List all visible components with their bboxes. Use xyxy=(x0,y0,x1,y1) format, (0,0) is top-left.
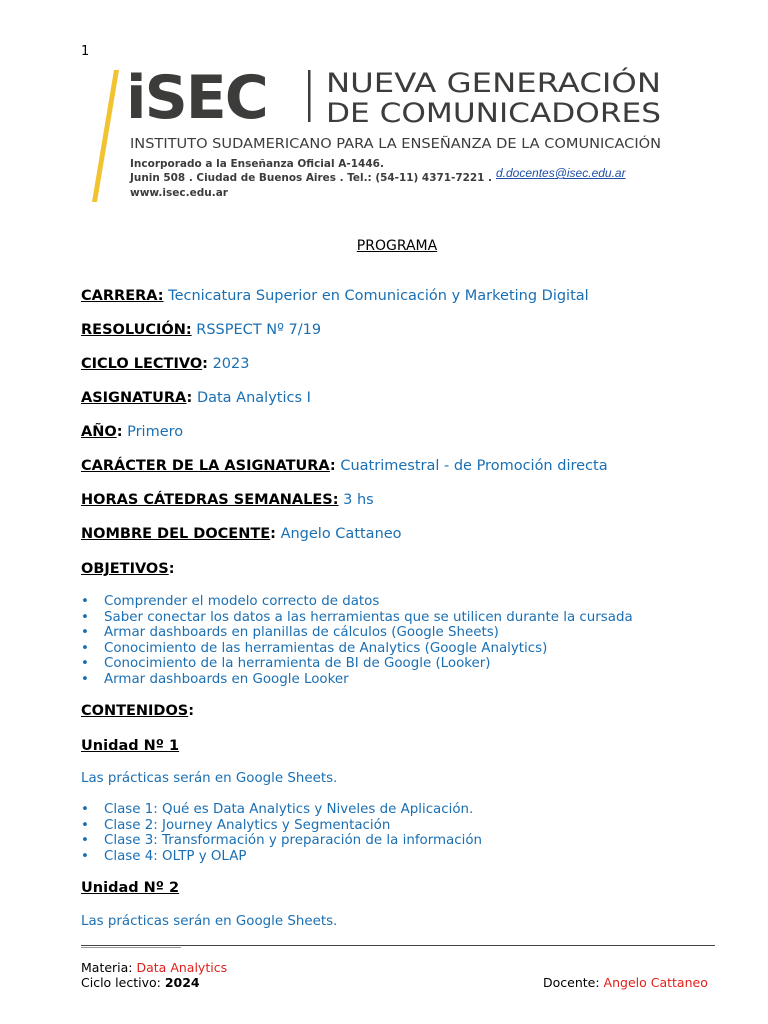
list-item: • Armar dashboards en planillas de cálculos (Google Sheets) xyxy=(81,625,633,641)
logo-mark: iSEC xyxy=(126,64,267,133)
header-line-3: www.isec.edu.ar xyxy=(130,187,228,199)
field-docente xyxy=(81,526,402,542)
footer-value: Data Analytics xyxy=(136,960,228,975)
section-colon: : xyxy=(168,561,175,577)
footer-value: Angelo Cattaneo xyxy=(603,975,708,990)
field-horas xyxy=(81,492,374,508)
list-item: • Clase 2: Journey Analytics y Segmentación xyxy=(81,818,482,834)
footer-docente xyxy=(543,975,708,990)
field-value: RSSPECT Nº 7/19 xyxy=(196,322,322,338)
isec-logo xyxy=(88,64,668,206)
footer-materia xyxy=(81,960,227,975)
unidad-title: Unidad Nº 1 xyxy=(81,738,180,754)
list-item: • Clase 4: OLTP y OLAP xyxy=(81,849,482,865)
field-ciclo xyxy=(81,356,249,372)
field-colon: : xyxy=(329,458,336,474)
field-value: Tecnicatura Superior en Comunicación y Marketing Digital xyxy=(168,288,589,304)
footer-value: 2024 xyxy=(164,975,200,990)
page-number: 1 xyxy=(81,44,90,59)
field-label: RESOLUCIÓN: xyxy=(81,322,192,338)
list-item: • Comprender el modelo correcto de datos xyxy=(81,594,633,610)
unidad-1-list xyxy=(81,802,482,864)
footer-label: Docente: xyxy=(543,975,604,990)
footer-label: Ciclo lectivo: xyxy=(81,975,165,990)
field-colon: : xyxy=(202,356,208,372)
logo-divider xyxy=(308,70,311,122)
field-value: Angelo Cattaneo xyxy=(280,526,402,542)
header-line-1: Incorporado a la Enseñanza Oficial A-1446. xyxy=(130,158,384,170)
logo-accent-stroke xyxy=(92,70,119,202)
document-title: PROGRAMA xyxy=(356,238,438,254)
field-label: NOMBRE DEL DOCENTE xyxy=(81,526,271,542)
field-colon: : xyxy=(270,526,276,542)
field-label: CARÁCTER DE LA ASIGNATURA xyxy=(81,458,330,474)
header-line-2: Junin 508 . Ciudad de Buenos Aires . Tel.: (54-11) 4371-7221 . xyxy=(129,172,492,184)
field-value: 3 hs xyxy=(343,492,374,508)
logo-tagline-2: DE COMUNICADORES xyxy=(326,98,661,129)
list-item: • Clase 3: Transformación y preparación de la información xyxy=(81,833,482,849)
field-value: Cuatrimestral - de Promoción directa xyxy=(340,458,608,474)
section-contenidos-heading xyxy=(81,703,194,719)
field-asignatura xyxy=(81,390,311,406)
list-item: • Conocimiento de la herramienta de BI de Google (Looker) xyxy=(81,656,633,672)
field-anio xyxy=(81,424,183,440)
unidad-2-note: Las prácticas serán en Google Sheets. xyxy=(81,914,338,929)
field-caracter xyxy=(81,458,608,474)
email-link[interactable]: d.docentes@isec.edu.ar xyxy=(496,166,626,180)
field-carrera xyxy=(81,288,589,304)
list-item: • Saber conectar los datos a las herramientas que se utilicen durante la cursada xyxy=(81,610,633,626)
logo-tagline-1: NUEVA GENERACIÓN xyxy=(326,68,606,99)
field-label: ASIGNATURA xyxy=(81,390,187,406)
section-colon: : xyxy=(188,703,195,719)
field-value: 2023 xyxy=(212,356,250,372)
list-item: • Armar dashboards en Google Looker xyxy=(81,672,633,688)
field-label: CICLO LECTIVO xyxy=(81,356,203,372)
objetivos-list xyxy=(81,594,633,688)
footer-label: Materia: xyxy=(81,960,137,975)
list-item: • Clase 1: Qué es Data Analytics y Niveles de Aplicación. xyxy=(81,802,482,818)
field-value: Primero xyxy=(127,424,184,440)
unidad-1-heading xyxy=(81,738,179,754)
field-colon: : xyxy=(116,424,123,440)
field-label: AÑO xyxy=(81,424,117,440)
unidad-1-note: Las prácticas serán en Google Sheets. xyxy=(81,771,338,786)
institute-name: INSTITUTO SUDAMERICANO PARA LA ENSEÑANZA DE LA COMUNICACIÓN xyxy=(130,137,611,152)
footer-divider-short xyxy=(81,947,181,948)
field-label: HORAS CÁTEDRAS SEMANALES: xyxy=(81,492,339,508)
field-colon: : xyxy=(186,390,193,406)
section-objetivos-heading xyxy=(81,561,175,577)
field-label: CARRERA: xyxy=(81,288,164,304)
list-item: • Conocimiento de las herramientas de Analytics (Google Analytics) xyxy=(81,641,633,657)
unidad-2-heading xyxy=(81,880,179,896)
unidad-title: Unidad Nº 2 xyxy=(81,880,180,896)
section-label: OBJETIVOS xyxy=(81,561,169,577)
field-value: Data Analytics I xyxy=(196,390,311,406)
footer-divider xyxy=(81,945,715,946)
section-label: CONTENIDOS xyxy=(81,703,189,719)
footer-ciclo xyxy=(81,975,200,990)
field-resolucion xyxy=(81,322,321,338)
